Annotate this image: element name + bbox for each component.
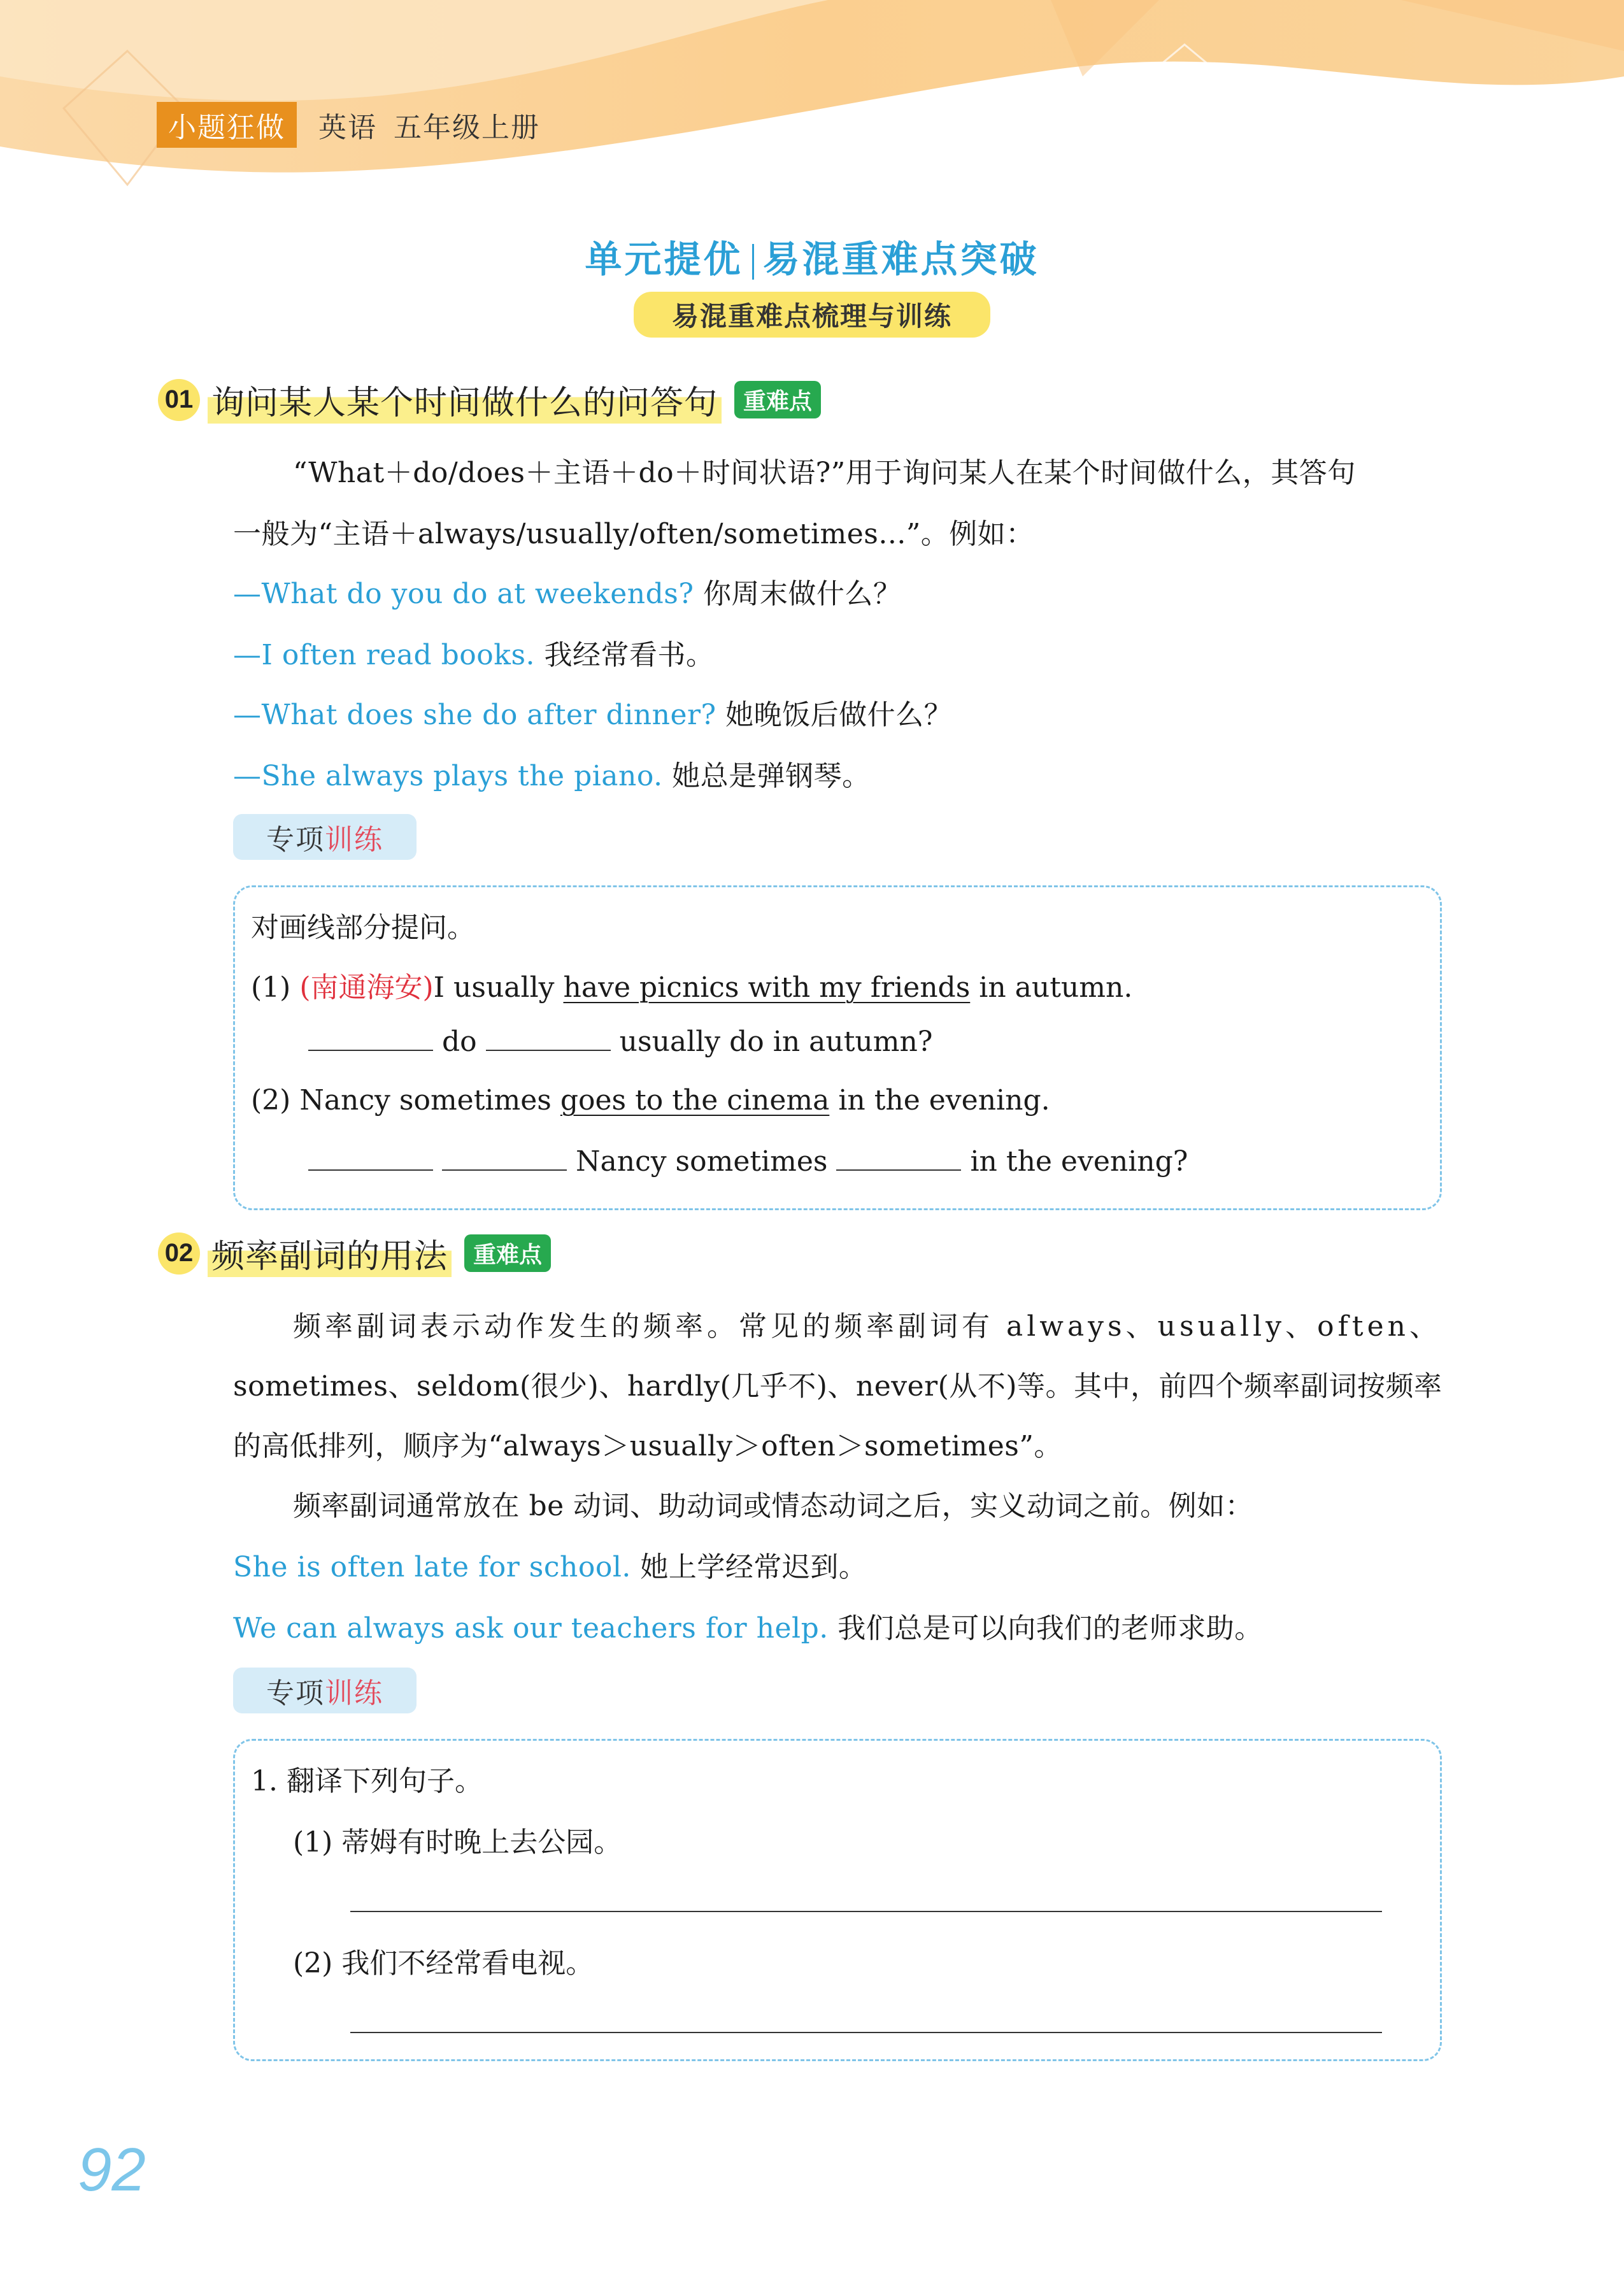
training-label-a: 专项 xyxy=(266,824,325,856)
section-1-heading xyxy=(158,376,821,424)
example-cn: 我们总是可以向我们的老师求助。 xyxy=(837,1612,1263,1645)
section-number: 01 xyxy=(158,379,200,421)
key-point-badge: 重难点 xyxy=(464,1234,551,1272)
answer-line[interactable] xyxy=(350,2032,1382,2033)
subject-label: 英语 xyxy=(318,111,377,144)
question-2 xyxy=(251,1084,1050,1117)
answer-blank[interactable] xyxy=(486,1024,611,1051)
question-source: (南通海安) xyxy=(299,971,434,1004)
paragraph: sometimes、seldom(很少)、hardly(几乎不)、never(从不)等。其中，前四个频率副词按频率 xyxy=(233,1370,1442,1403)
section-title: 询问某人某个时间做什么的问答句 xyxy=(208,376,722,424)
answer-line[interactable] xyxy=(350,1911,1382,1912)
example-cn: 她总是弹钢琴。 xyxy=(672,760,871,792)
key-point-badge: 重难点 xyxy=(734,381,821,418)
answer-blank[interactable] xyxy=(308,1144,433,1171)
section-2-heading xyxy=(158,1229,551,1277)
question-number: (2) xyxy=(251,1084,291,1117)
answer-blank[interactable] xyxy=(836,1144,961,1171)
paragraph: 的高低排列，顺序为“always＞usually＞often＞sometimes”。 xyxy=(233,1430,1062,1462)
training-label-a: 专项 xyxy=(266,1677,325,1710)
example-en: —What do you do at weekends? xyxy=(233,578,694,610)
example-en: We can always ask our teachers for help. xyxy=(233,1612,829,1645)
example-cn: 我经常看书。 xyxy=(544,639,715,671)
page-subtitle: 易混重难点梳理与训练 xyxy=(634,292,990,338)
page-title xyxy=(0,229,1624,283)
running-header xyxy=(157,102,557,148)
title-right: 易混重难点突破 xyxy=(762,238,1039,281)
title-separator xyxy=(752,244,754,280)
paragraph: 一般为“主语＋always/usually/often/sometimes...”。例如： xyxy=(233,518,1034,550)
answer-text: Nancy sometimes xyxy=(576,1145,828,1178)
example-line xyxy=(233,571,901,611)
answer-line-2 xyxy=(308,1144,1188,1178)
example-en: —What does she do after dinner? xyxy=(233,699,716,731)
example-cn: 你周末做什么？ xyxy=(702,578,902,610)
section-number: 02 xyxy=(158,1232,200,1275)
example-en: —She always plays the piano. xyxy=(233,760,663,792)
example-cn: 她晚饭后做什么？ xyxy=(725,699,953,731)
section-title: 频率副词的用法 xyxy=(208,1229,452,1277)
question-1: (1) 蒂姆有时晚上去公园。 xyxy=(293,1826,622,1859)
answer-line-1 xyxy=(308,1024,932,1058)
question-pre: I usually xyxy=(433,971,564,1004)
subtitle-wrap xyxy=(0,292,1624,338)
example-line xyxy=(233,1605,1263,1646)
underlined-part: have picnics with my friends xyxy=(563,971,971,1004)
training-label-b: 训练 xyxy=(325,824,383,856)
question-post: in the evening. xyxy=(829,1084,1050,1117)
example-line xyxy=(233,692,952,732)
example-cn: 她上学经常迟到。 xyxy=(640,1551,867,1583)
training-label xyxy=(233,1668,417,1713)
question-1 xyxy=(251,964,1132,1005)
answer-blank[interactable] xyxy=(308,1024,433,1051)
example-line xyxy=(233,753,871,794)
question-post: in autumn. xyxy=(970,971,1133,1004)
answer-text: usually do in autumn? xyxy=(619,1025,933,1058)
training-label-b: 训练 xyxy=(325,1677,383,1710)
paragraph: 频率副词表示动作发生的频率。常见的频率副词有 always、usually、often、 xyxy=(293,1310,1441,1343)
example-en: She is often late for school. xyxy=(233,1551,631,1583)
paragraph: 频率副词通常放在 be 动词、助动词或情态动词之后，实义动词之前。例如： xyxy=(293,1490,1254,1522)
grade-label: 五年级上册 xyxy=(394,111,540,144)
series-badge: 小题狂做 xyxy=(157,102,297,148)
book-info xyxy=(318,104,557,145)
page-number: 92 xyxy=(78,2136,146,2204)
answer-blank[interactable] xyxy=(442,1144,567,1171)
title-left: 单元提优 xyxy=(585,238,743,281)
training-label xyxy=(233,814,417,860)
question-2: (2) 我们不经常看电视。 xyxy=(293,1947,594,1980)
exercise-instruction: 1. 翻译下列句子。 xyxy=(251,1765,483,1797)
question-number: (1) xyxy=(251,971,291,1004)
question-pre: Nancy sometimes xyxy=(299,1084,560,1117)
answer-text: in the evening? xyxy=(970,1145,1188,1178)
example-line xyxy=(233,632,715,673)
underlined-part: goes to the cinema xyxy=(560,1084,830,1117)
paragraph: “What＋do/does＋主语＋do＋时间状语?”用于询问某人在某个时间做什么，其答句 xyxy=(293,457,1356,489)
example-en: —I often read books. xyxy=(233,639,536,671)
exercise-instruction: 对画线部分提问。 xyxy=(251,911,475,944)
answer-text: do xyxy=(442,1025,477,1058)
example-line xyxy=(233,1544,867,1585)
